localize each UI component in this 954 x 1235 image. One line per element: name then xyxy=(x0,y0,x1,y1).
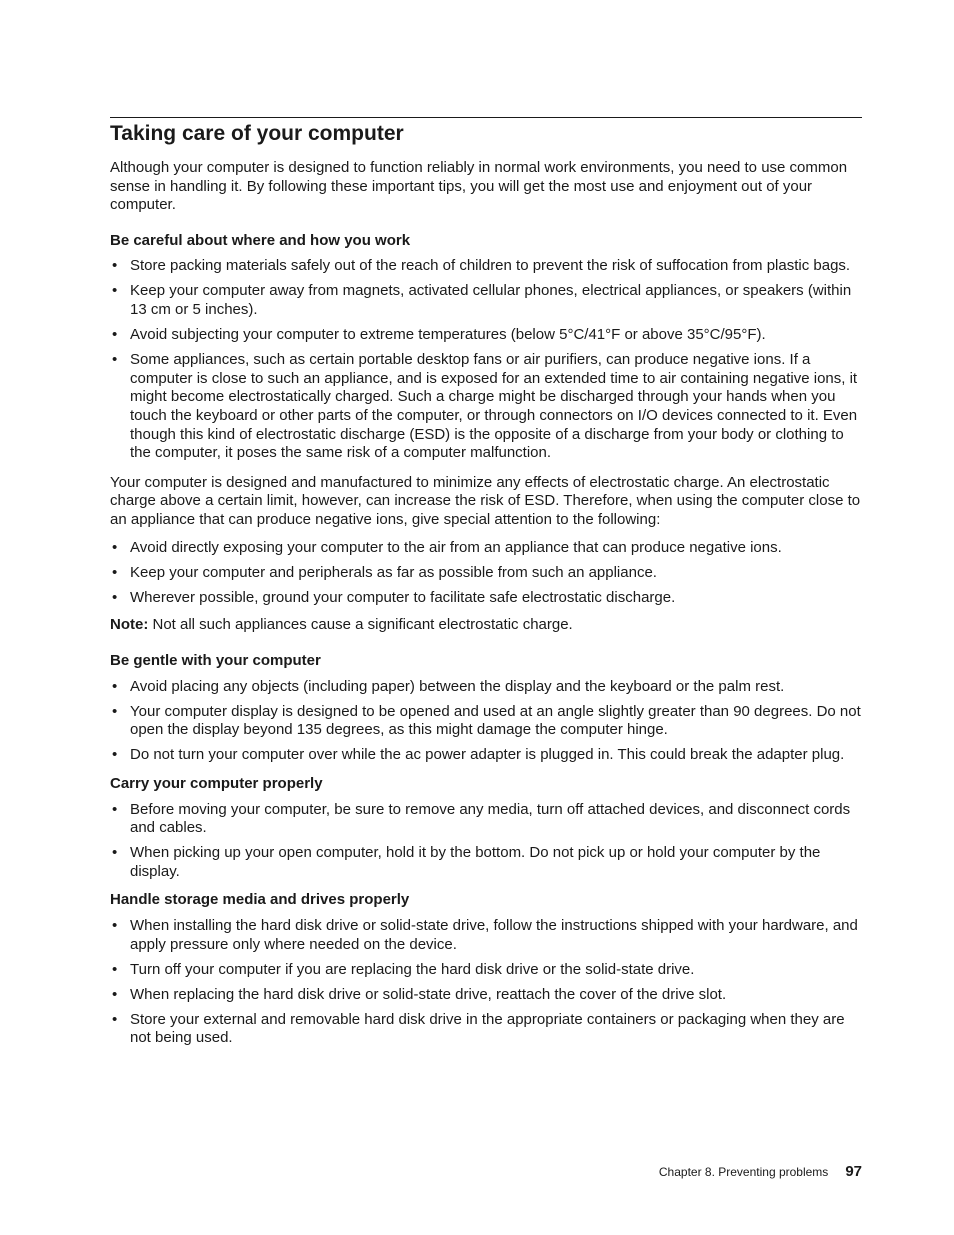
list-item: • Avoid directly exposing your computer to the air from an appliance that can produce negative ions. xyxy=(110,539,862,558)
list-item: • Store packing materials safely out of the reach of children to prevent the risk of suffocation from plastic bags. xyxy=(110,257,862,276)
list-item: • When picking up your open computer, hold it by the bottom. Do not pick up or hold your computer by the display. xyxy=(110,844,862,881)
note-label: Note: xyxy=(110,616,149,634)
title-rule xyxy=(110,117,862,118)
list-item: • Your computer display is designed to be opened and used at an angle slightly greater than 90 degrees. Do not open the display beyond 135 degrees, as this might damage the computer hinge. xyxy=(110,703,862,740)
section-heading-gentle: Be gentle with your computer xyxy=(110,651,321,669)
list-item: • Turn off your computer if you are replacing the hard disk drive or the solid-state drive. xyxy=(110,961,862,980)
list-item: • Wherever possible, ground your computer to facilitate safe electrostatic discharge. xyxy=(110,589,862,608)
list-item: • Keep your computer and peripherals as far as possible from such an appliance. xyxy=(110,564,862,583)
list-item: • Keep your computer away from magnets, activated cellular phones, electrical appliances, or speakers (within 13 cm or 5 inches). xyxy=(110,282,862,319)
intro-paragraph: Although your computer is designed to function reliably in normal work environments, you need to use common sense in handling it. By following these important tips, you will get the most use and enjoyment out of your computer. xyxy=(110,159,848,214)
carry-list xyxy=(110,801,862,882)
list-item: • Some appliances, such as certain portable desktop fans or air purifiers, can produce negative ions. If a computer is close to such an appliance, and is exposed for an extended time to air containing negative ions, it might become electrostatically charged. Such a charge might be discharged through your hands when you touch the keyboard or other parts of the computer, or through connectors on I/O devices connected to it. Even though this kind of electrostatic discharge (ESD) is the opposite of a discharge from your body or clothing to the computer, it poses the same risk of a computer malfunction. xyxy=(110,351,862,463)
note-paragraph xyxy=(110,616,862,635)
page-number: 97 xyxy=(845,1163,862,1180)
list-item: • Avoid subjecting your computer to extreme temperatures (below 5°C/41°F or above 35°C/95°F). xyxy=(110,326,862,345)
list-item: • Do not turn your computer over while the ac power adapter is plugged in. This could break the adapter plug. xyxy=(110,746,862,765)
list-item: • Before moving your computer, be sure to remove any media, turn off attached devices, and disconnect cords and cables. xyxy=(110,801,862,838)
gentle-list xyxy=(110,678,862,765)
section-heading-work: Be careful about where and how you work xyxy=(110,231,411,249)
list-item: • When installing the hard disk drive or solid-state drive, follow the instructions shipped with your hardware, and apply pressure only where needed on the device. xyxy=(110,917,862,954)
list-item: • When replacing the hard disk drive or solid-state drive, reattach the cover of the drive slot. xyxy=(110,986,862,1005)
list-item: • Store your external and removable hard disk drive in the appropriate containers or packaging when they are not being used. xyxy=(110,1011,862,1048)
page-content xyxy=(110,121,862,1055)
page-footer xyxy=(659,1163,862,1180)
footer-chapter: Chapter 8. Preventing problems xyxy=(658,1165,829,1179)
list-item: • Avoid placing any objects (including paper) between the display and the keyboard or the palm rest. xyxy=(110,678,862,697)
esd-paragraph: Your computer is designed and manufactured to minimize any effects of electrostatic charge. An electrostatic charge above a certain limit, however, can increase the risk of ESD. Therefore, when using the computer close to an appliance that can produce negative ions, give special attention to the following: xyxy=(110,473,861,528)
section-heading-carry: Carry your computer properly xyxy=(110,774,323,792)
note-text: Not all such appliances cause a significant electrostatic charge. xyxy=(152,616,573,634)
section-heading-storage: Handle storage media and drives properly xyxy=(110,891,410,909)
storage-list xyxy=(110,917,862,1048)
page-title: Taking care of your computer xyxy=(110,122,404,145)
work-list xyxy=(110,257,862,462)
esd-list xyxy=(110,539,862,608)
